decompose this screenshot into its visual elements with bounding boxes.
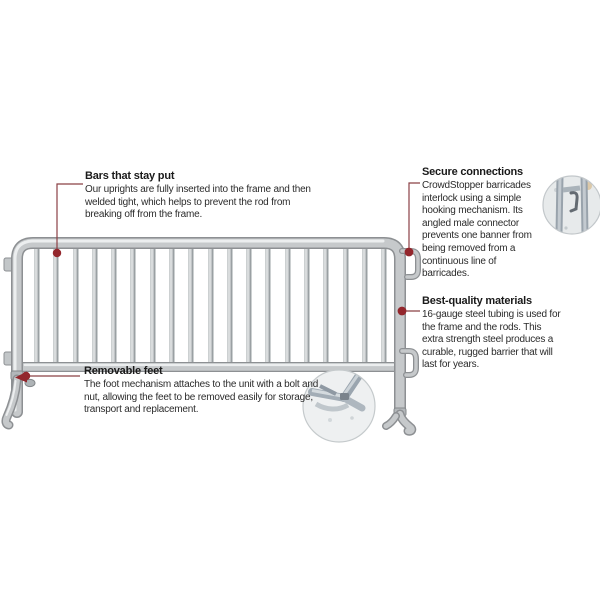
right-foot [386, 408, 412, 431]
hook-detail-photo [543, 176, 600, 234]
callout-dot-feet [22, 372, 30, 380]
leader-connections [405, 183, 420, 256]
callout-materials [422, 295, 564, 372]
callout-body-bars: Our uprights are fully inserted into the frame and then welded tight, which helps to prevent the rod from breaking off from the frame. [85, 184, 311, 221]
callout-dot-bars [53, 249, 61, 257]
callout-title-bars: Bars that stay put [85, 170, 175, 182]
callout-title-connections: Secure connections [422, 166, 523, 178]
vertical-bars [36, 248, 384, 363]
callout-body-connections: CrowdStopper barricades interlock using a simple hooking mechanism. Its angled male connector prevents one banner from being removed from a continuous line of barricades. [422, 180, 532, 280]
callout-body-materials: 16-gauge steel tubing is used for the frame and the rods. This extra strength steel produces a curable, rugged barrier that will last for years. [422, 309, 561, 371]
callout-body-feet: The foot mechanism attaches to the unit with a bolt and nut, allowing the feet to be removed easily for storage, transport and replacement. [84, 379, 319, 416]
leader-materials [398, 307, 420, 316]
callout-title-materials: Best-quality materials [422, 295, 532, 307]
callout-title-feet: Removable feet [84, 365, 163, 377]
leader-feet [15, 372, 80, 383]
callout-bars [85, 170, 325, 222]
callout-dot-materials [398, 307, 407, 316]
callout-dot-connections [405, 248, 414, 257]
callout-feet [84, 365, 328, 417]
callout-connections [422, 166, 538, 281]
